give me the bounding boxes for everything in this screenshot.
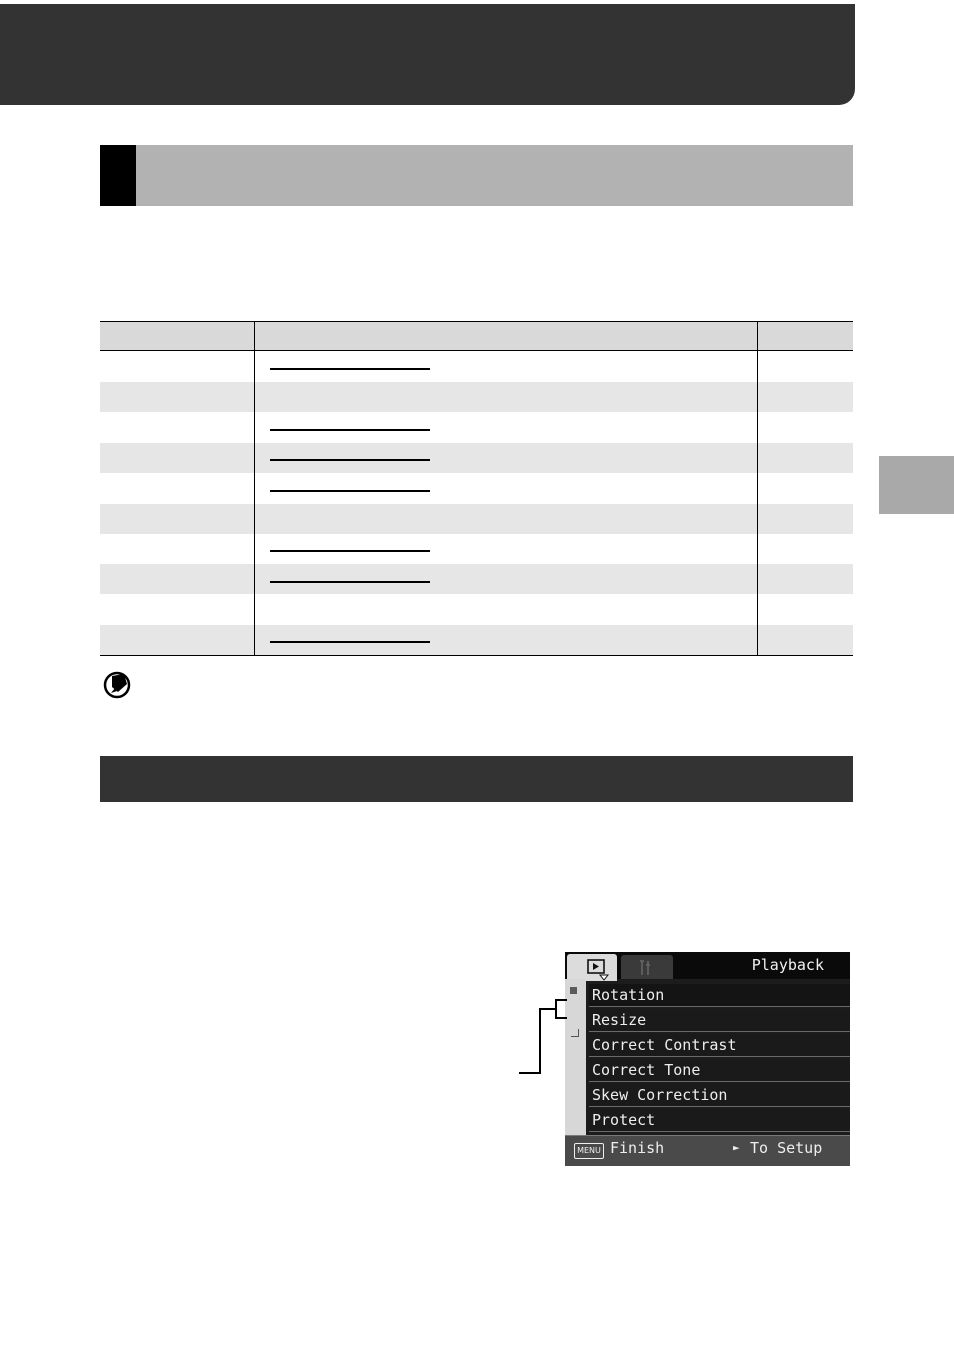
menu-item-resize[interactable]: Resize [589,1009,850,1032]
settings-table [100,321,853,656]
page-reference-link[interactable] [270,641,430,643]
menu-item-rotation[interactable]: Rotation [589,984,850,1007]
table-row [100,625,853,655]
menu-item-correct-tone[interactable]: Correct Tone [589,1059,850,1082]
menu-tab-title: Playback [751,956,824,974]
chapter-header-banner [0,4,855,105]
menu-item-protect[interactable]: Protect [589,1109,850,1132]
scrollbar-tick [571,1029,579,1037]
callout-line [539,1008,541,1074]
page-reference-link[interactable] [270,550,430,552]
playback-tab[interactable] [567,954,617,981]
finish-label: Finish [610,1139,665,1157]
table-row [100,534,853,564]
table-row [100,443,853,473]
page-reference-link[interactable] [270,368,430,370]
column-divider [757,321,758,655]
section-heading-bar [100,145,853,206]
callout-line [539,1008,556,1010]
page-reference-link[interactable] [270,429,430,431]
menu-item-skew-correction[interactable]: Skew Correction [589,1084,850,1107]
camera-menu-screen [565,952,850,1166]
to-setup-label: To Setup [750,1139,823,1157]
chapter-side-tab [879,456,954,514]
playback-tab-icon [567,954,617,981]
page-reference-link[interactable] [270,459,430,461]
page-reference-link[interactable] [270,581,430,583]
section-marker [100,145,136,206]
table-row [100,595,853,625]
menu-footer [565,1135,850,1166]
page-reference-link[interactable] [270,490,430,492]
callout-line [555,1017,567,1019]
table-row [100,351,853,381]
scrollbar-thumb[interactable] [570,987,577,994]
table-row [100,504,853,534]
setup-tab-icon [621,955,673,979]
column-divider [254,321,255,655]
menu-tab-bar [565,952,850,979]
callout-line [519,1072,541,1074]
setup-tab[interactable] [621,955,673,979]
right-arrow-icon: ► [733,1141,740,1154]
menu-item-correct-contrast[interactable]: Correct Contrast [589,1034,850,1057]
table-header-row [100,321,853,351]
menu-scrollbar[interactable] [565,979,586,1135]
table-row [100,473,853,503]
table-row [100,382,853,412]
subsection-heading-bar [100,756,853,802]
table-row [100,564,853,594]
table-row [100,412,853,442]
note-pencil-icon [103,671,131,699]
menu-button-icon: MENU [574,1143,604,1159]
